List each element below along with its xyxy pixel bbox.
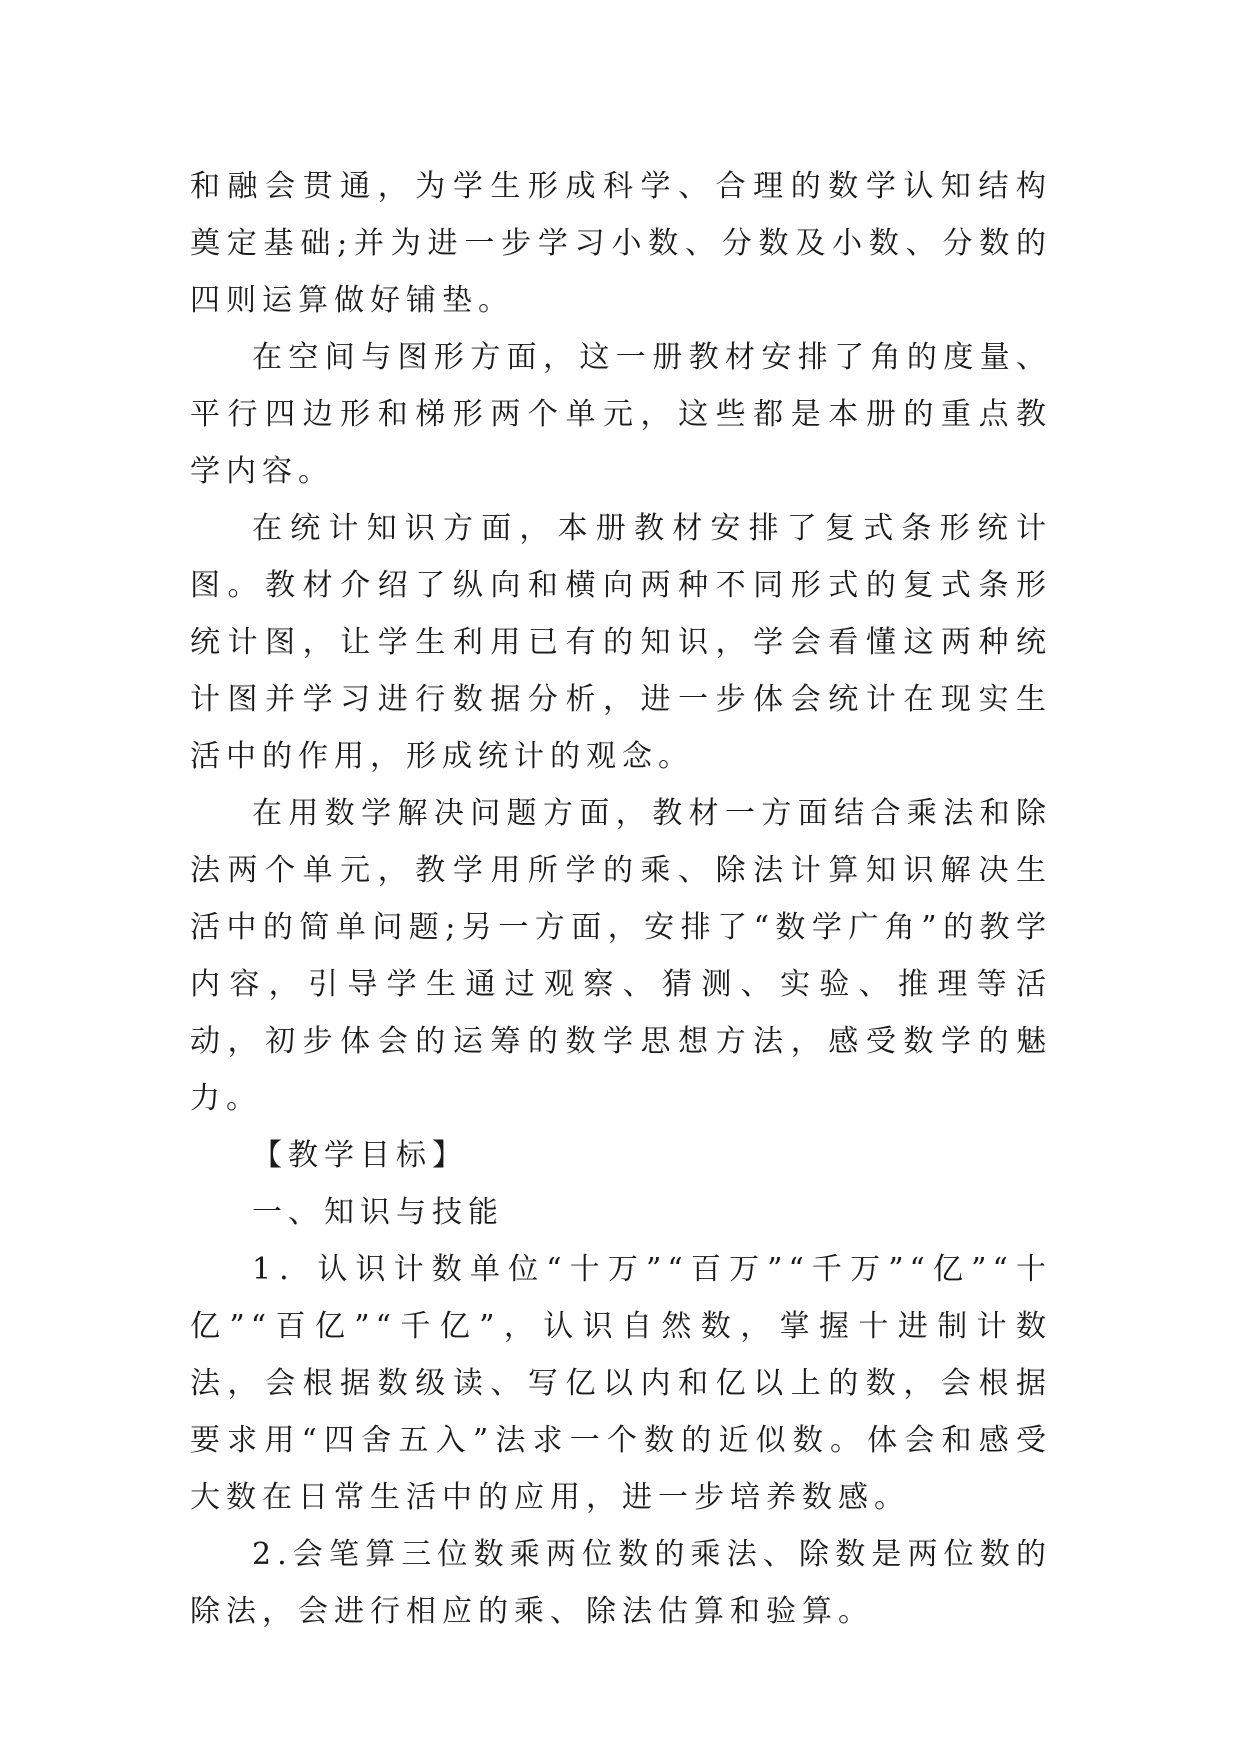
document-body xyxy=(190,158,1052,1640)
paragraph-problem-solving: 在用数学解决问题方面，教材一方面结合乘法和除法两个单元，教学用所学的乘、除法计算知识解决生活中的简单问题;另一方面，安排了“数学广角”的教学内容，引导学生通过观察、猜测、实验、推理等活动，初步体会的运筹的数学思想方法，感受数学的魅力。 xyxy=(190,796,1052,1116)
paragraph-statistics: 在统计知识方面，本册教材安排了复式条形统计图。教材介绍了纵向和横向两种不同形式的复式条形统计图，让学生利用已有的知识，学会看懂这两种统计图并学习进行数据分析，进一步体会统计在现实生活中的作用，形成统计的观念。 xyxy=(190,511,1052,774)
heading-teaching-objectives: 【教学目标】 xyxy=(252,1138,468,1173)
paragraph-continuation: 和融会贯通，为学生形成科学、合理的数学认知结构奠定基础;并为进一步学习小数、分数及小数、分数的四则运算做好铺垫。 xyxy=(190,169,1052,318)
heading-knowledge-and-skills: 一、知识与技能 xyxy=(252,1195,504,1230)
list-item-objective-1: 1．认识计数单位“十万”“百万”“千万”“亿”“十亿”“百亿”“千亿”，认识自然数，掌握十进制计数法，会根据数级读、写亿以内和亿以上的数，会根据要求用“四舍五入”法求一个数的近似数。体会和感受大数在日常生活中的应用，进一步培养数感。 xyxy=(190,1252,1052,1515)
paragraph-space-and-shapes: 在空间与图形方面，这一册教材安排了角的度量、平行四边形和梯形两个单元，这些都是本册的重点教学内容。 xyxy=(190,340,1052,489)
list-item-objective-2: 2.会笔算三位数乘两位数的乘法、除数是两位数的除法，会进行相应的乘、除法估算和验算。 xyxy=(190,1537,1052,1629)
